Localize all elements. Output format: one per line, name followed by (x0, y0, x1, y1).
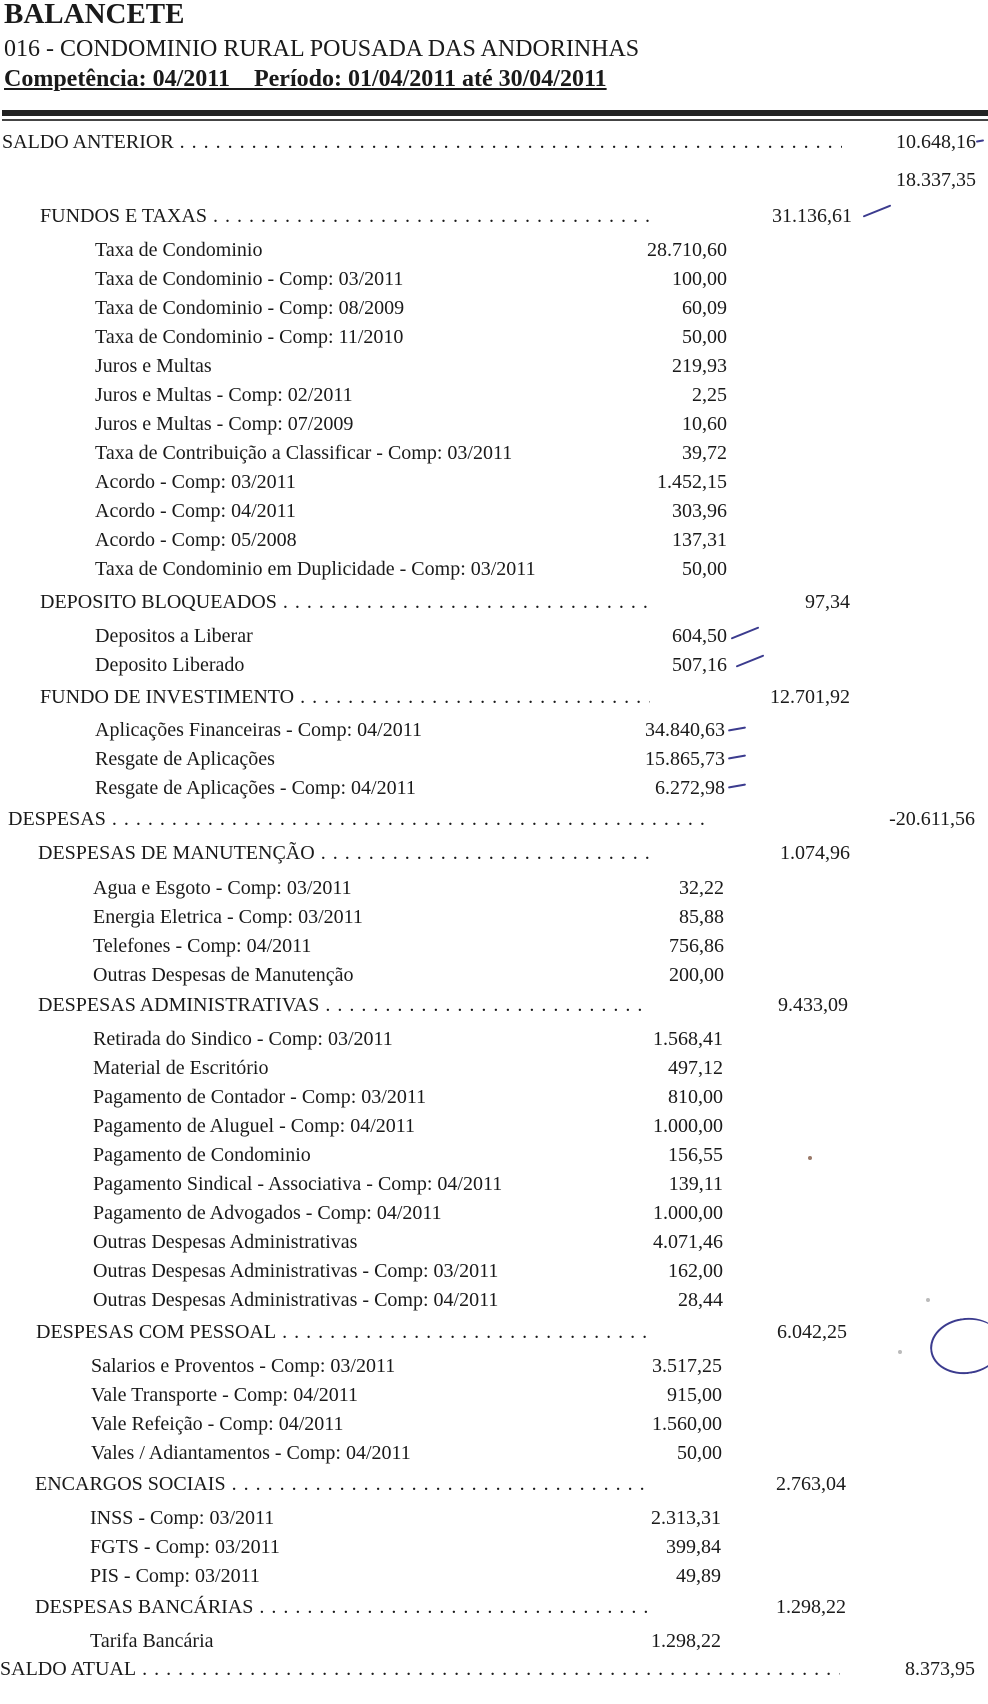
list-item-value: 50,00 (677, 1442, 722, 1464)
list-item-value: 399,84 (666, 1536, 721, 1558)
list-item-label: Juros e Multas (95, 355, 212, 377)
list-item-label: Acordo - Comp: 05/2008 (95, 529, 297, 551)
list-item-value: 507,16 (672, 654, 727, 676)
list-item-value: 49,89 (676, 1565, 721, 1587)
list-item-label: Deposito Liberado (95, 654, 245, 676)
list-item-value: 34.840,63 (645, 719, 725, 741)
despesas-administrativas-label: DESPESAS ADMINISTRATIVAS . . . (38, 993, 650, 1017)
check-mark-icon (736, 654, 765, 667)
list-item-value: 604,50 (672, 625, 727, 647)
saldo-anterior-label: SALDO ANTERIOR . . . (2, 130, 842, 154)
despesas-bancarias-label: DESPESAS BANCÁRIAS . . . (35, 1595, 650, 1619)
list-item-value: 60,09 (682, 297, 727, 319)
check-mark-icon (863, 204, 892, 217)
list-item-value: 3.517,25 (652, 1355, 722, 1377)
list-item-label: Pagamento de Condominio (93, 1144, 311, 1166)
despesas-manutencao-label: DESPESAS DE MANUTENÇÃO . . . (38, 841, 650, 865)
list-item-label: Taxa de Contribuição a Classificar - Comp: 03/2011 (95, 442, 513, 464)
scan-speck-icon (926, 1298, 930, 1302)
list-item-label: Juros e Multas - Comp: 02/2011 (95, 384, 353, 406)
scan-speck-icon (808, 1156, 812, 1160)
list-item-value: 28,44 (678, 1289, 723, 1311)
list-item-value: 1.452,15 (657, 471, 727, 493)
list-item-label: Acordo - Comp: 04/2011 (95, 500, 296, 522)
list-item-label: Outras Despesas Administrativas - Comp: 03/2011 (93, 1260, 499, 1282)
saldo-anterior-extra: 18.337,35 (896, 169, 976, 191)
header-rule (2, 110, 988, 116)
list-item-value: 85,88 (679, 906, 724, 928)
list-item-value: 139,11 (668, 1173, 723, 1195)
list-item-value: 497,12 (668, 1057, 723, 1079)
list-item-value: 162,00 (668, 1260, 723, 1282)
list-item-label: Material de Escritório (93, 1057, 269, 1079)
despesas-administrativas-value: 9.433,09 (778, 994, 848, 1016)
saldo-anterior-value: 10.648,16 (896, 131, 976, 153)
list-item-label: Outras Despesas Administrativas - Comp: 04/2011 (93, 1289, 499, 1311)
list-item-value: 810,00 (668, 1086, 723, 1108)
list-item-value: 50,00 (682, 326, 727, 348)
list-item-label: Salarios e Proventos - Comp: 03/2011 (91, 1355, 396, 1377)
check-mark-icon (728, 783, 746, 788)
list-item-label: Agua e Esgoto - Comp: 03/2011 (93, 877, 352, 899)
list-item-value: 156,55 (668, 1144, 723, 1166)
list-item-value: 756,86 (669, 935, 724, 957)
document-title: BALANCETE (4, 0, 185, 30)
condominium-name: 016 - CONDOMINIO RURAL POUSADA DAS ANDORINHAS (4, 36, 640, 62)
list-item-label: Tarifa Bancária (90, 1630, 214, 1652)
despesas-pessoal-label: DESPESAS COM PESSOAL . . . (36, 1320, 650, 1344)
list-item-label: Telefones - Comp: 04/2011 (93, 935, 312, 957)
list-item-label: Aplicações Financeiras - Comp: 04/2011 (95, 719, 422, 741)
list-item-value: 50,00 (682, 558, 727, 580)
list-item-label: Pagamento Sindical - Associativa - Comp: 04/2011 (93, 1173, 503, 1195)
check-mark-icon (731, 626, 760, 639)
list-item-value: 137,31 (672, 529, 727, 551)
saldo-atual-label: SALDO ATUAL . . . (0, 1657, 840, 1681)
list-item-label: Vale Transporte - Comp: 04/2011 (91, 1384, 359, 1406)
despesas-manutencao-value: 1.074,96 (780, 842, 850, 864)
despesas-pessoal-value: 6.042,25 (777, 1321, 847, 1343)
list-item-label: Depositos a Liberar (95, 625, 253, 647)
list-item-label: Taxa de Condominio em Duplicidade - Comp: 03/2011 (95, 558, 536, 580)
list-item-label: Vale Refeição - Comp: 04/2011 (91, 1413, 344, 1435)
list-item-value: 200,00 (669, 964, 724, 986)
deposito-bloqueados-label: DEPOSITO BLOQUEADOS . . . (40, 590, 650, 614)
list-item-label: Taxa de Condominio - Comp: 03/2011 (95, 268, 404, 290)
list-item-label: Retirada do Sindico - Comp: 03/2011 (93, 1028, 393, 1050)
fundos-taxas-value: 31.136,61 (772, 205, 852, 227)
list-item-label: PIS - Comp: 03/2011 (90, 1565, 260, 1587)
despesas-bancarias-value: 1.298,22 (776, 1596, 846, 1618)
list-item-value: 15.865,73 (645, 748, 725, 770)
list-item-value: 6.272,98 (655, 777, 725, 799)
check-mark-icon (728, 726, 746, 731)
period-line: Competência: 04/2011 Período: 01/04/2011 até 30/04/2011 (4, 66, 607, 92)
list-item-value: 915,00 (667, 1384, 722, 1406)
list-item-value: 1.560,00 (652, 1413, 722, 1435)
fundo-investimento-label: FUNDO DE INVESTIMENTO . . . (40, 685, 650, 709)
encargos-sociais-label: ENCARGOS SOCIAIS . . . (35, 1472, 650, 1496)
list-item-label: Pagamento de Contador - Comp: 03/2011 (93, 1086, 427, 1108)
list-item-label: Outras Despesas de Manutenção (93, 964, 354, 986)
list-item-label: Energia Eletrica - Comp: 03/2011 (93, 906, 363, 928)
list-item-value: 10,60 (682, 413, 727, 435)
deposito-bloqueados-value: 97,34 (805, 591, 850, 613)
despesas-label: DESPESAS . . . (8, 807, 708, 831)
header-rule-thin (2, 119, 988, 121)
list-item-label: Resgate de Aplicações - Comp: 04/2011 (95, 777, 416, 799)
list-item-value: 303,96 (672, 500, 727, 522)
list-item-value: 39,72 (682, 442, 727, 464)
list-item-value: 219,93 (672, 355, 727, 377)
list-item-value: 1.568,41 (653, 1028, 723, 1050)
fundos-taxas-label: FUNDOS E TAXAS . . . (40, 204, 650, 228)
list-item-value: 1.298,22 (651, 1630, 721, 1652)
list-item-label: Pagamento de Aluguel - Comp: 04/2011 (93, 1115, 416, 1137)
list-item-label: FGTS - Comp: 03/2011 (90, 1536, 280, 1558)
list-item-label: INSS - Comp: 03/2011 (90, 1507, 275, 1529)
fundo-investimento-value: 12.701,92 (770, 686, 850, 708)
despesas-value: -20.611,56 (889, 808, 975, 830)
check-mark-icon (976, 139, 984, 142)
pen-stroke-icon (926, 1313, 988, 1378)
list-item-value: 28.710,60 (647, 239, 727, 261)
check-mark-icon (728, 754, 746, 759)
list-item-label: Taxa de Condominio (95, 239, 263, 261)
list-item-label: Outras Despesas Administrativas (93, 1231, 358, 1253)
scan-speck-icon (898, 1350, 902, 1354)
list-item-value: 32,22 (679, 877, 724, 899)
list-item-value: 2,25 (692, 384, 727, 406)
list-item-value: 2.313,31 (651, 1507, 721, 1529)
list-item-label: Juros e Multas - Comp: 07/2009 (95, 413, 354, 435)
list-item-label: Taxa de Condominio - Comp: 11/2010 (95, 326, 404, 348)
list-item-value: 1.000,00 (653, 1115, 723, 1137)
list-item-label: Vales / Adiantamentos - Comp: 04/2011 (91, 1442, 411, 1464)
list-item-value: 1.000,00 (653, 1202, 723, 1224)
encargos-sociais-value: 2.763,04 (776, 1473, 846, 1495)
list-item-label: Resgate de Aplicações (95, 748, 275, 770)
saldo-atual-value: 8.373,95 (905, 1658, 975, 1680)
list-item-value: 4.071,46 (653, 1231, 723, 1253)
list-item-label: Taxa de Condominio - Comp: 08/2009 (95, 297, 405, 319)
list-item-label: Pagamento de Advogados - Comp: 04/2011 (93, 1202, 442, 1224)
list-item-value: 100,00 (672, 268, 727, 290)
list-item-label: Acordo - Comp: 03/2011 (95, 471, 296, 493)
